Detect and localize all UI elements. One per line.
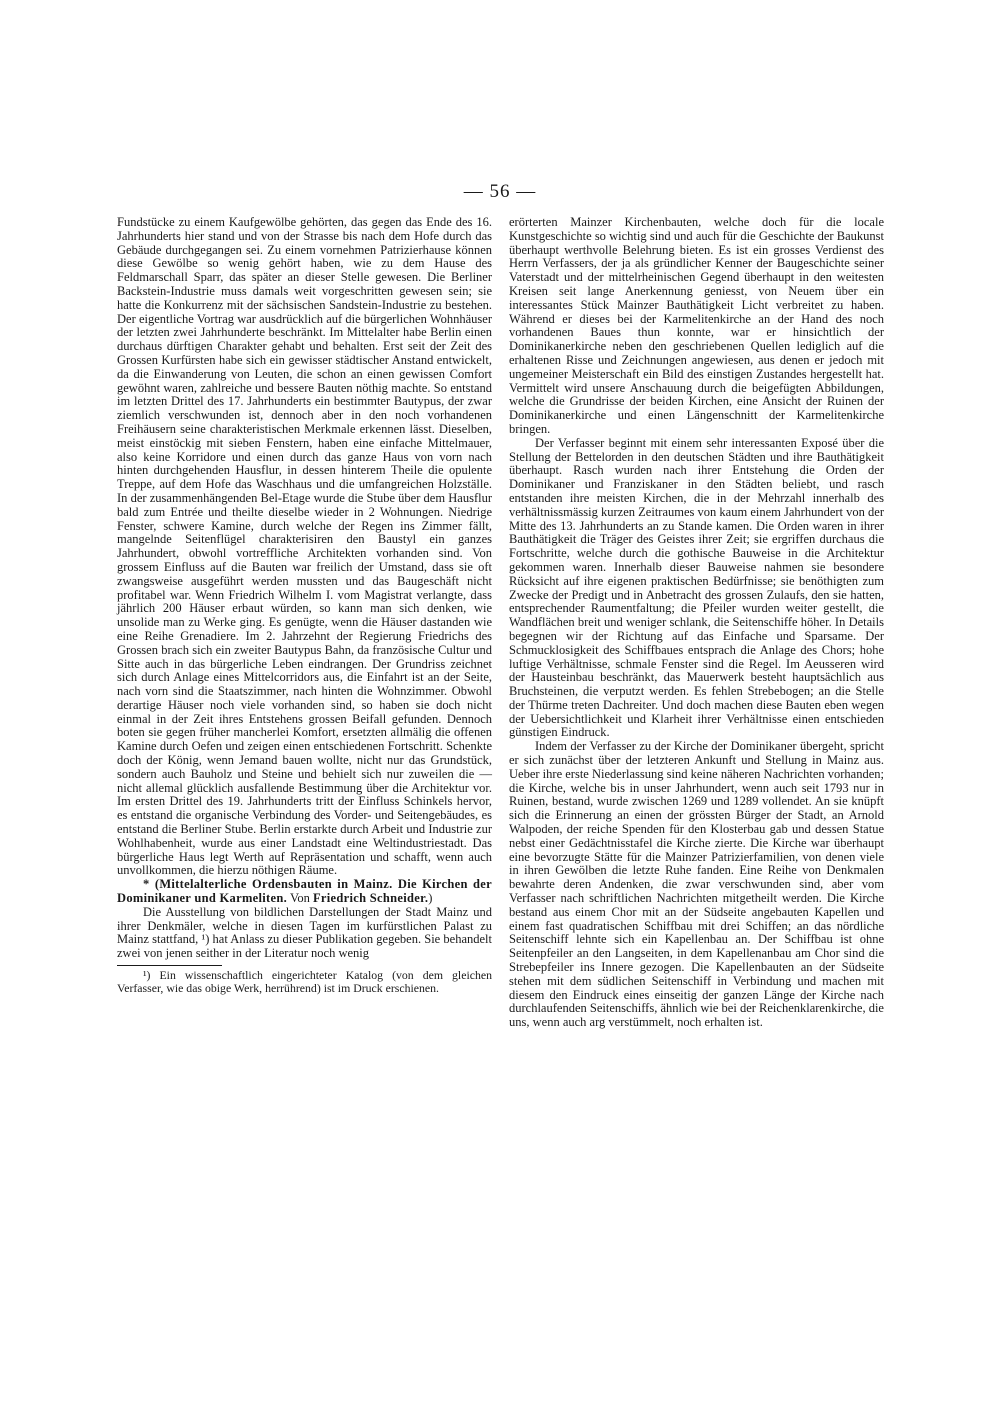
page-number: — 56 — [463, 181, 537, 202]
section-heading-title: * (Mittelalterliche Ordensbauten in Mainz. Die Kirchen der Dominikaner und Karmeliten. [117, 877, 492, 906]
section-heading [117, 878, 492, 906]
footnote-divider [117, 965, 222, 966]
left-column [117, 216, 492, 995]
right-paragraph-1: erörterten Mainzer Kirchenbauten, welche doch für die locale Kunstgeschichte so wichtig sind und auch für die Geschichte der Baukunst überhaupt werthvolle Belehrung bieten. Es ist ein grosses Verdienst des Herrn Verfassers, der ja als gründlicher Kenner der Baugeschichte seiner Vaterstadt und der mittelrheinischen Gegend überhaupt in den weitesten Kreisen seit lange Anerkennung geniesst, von Neuem über ein interessantes Stück Mainzer Bauthätigkeit Licht verbreitet zu haben. Während er dieses bei der Karmelitenkirche an der Hand des noch vorhandenen Baues thun konnte, war er hinsichtlich der Dominikanerkirche neben den geschriebenen Quellen lediglich auf die erhaltenen Risse und Zeichnungen angewiesen, aus denen er jedoch mit ungemeiner Meisterschaft ein Bild des einstigen Zustandes hergestellt hat. Vermittelt wird unsere Anschauung durch die beigefügten Abbildungen, welche die Grundrisse der beiden Kirchen, eine Ansicht der Ruinen der Dominikanerkirche und einen Längenschnitt der Karmelitenkirche bringen. [509, 215, 884, 436]
right-paragraph-2: Der Verfasser beginnt mit einem sehr interessanten Exposé über die Stellung der Bettelorden in den deutschen Städten und ihre Bauthätigkeit überhaupt. Rasch wurden nach ihrer Entstehung die Orden der Dominikaner und Franziskaner in den Städten beliebt, und rasch entstanden ihre meisten Kirchen, die in der Mehrzahl innerhalb des verhältnissmässig kurzen Zeitraumes von kaum einem Jahrhundert von der Mitte des 13. Jahrhunderts an zu Stande kamen. Die Orden waren in ihrer Bauthätigkeit die Träger des Geistes ihrer Zeit; sie ergriffen durchaus die Fortschritte, welche durch die gothische Bauweise in die Architektur gekommen waren. Innerhalb dieser Bauweise nahmen sie besondere Rücksicht auf ihre eigenen praktischen Bedürfnisse; sie benöthigten zum Zwecke der Predigt und in Anbetracht des grossen Zulaufs, den sie hatten, entsprechender Raumentfaltung; die Pfeiler wurden weiter gestellt, die Wandflächen breit und weniger schlank, die Seitenschiffe höher. In Details begegnen wir der Richtung auf das Einfache und Sparsame. Der Schmucklosigkeit des Schiffbaues entsprach die Anlage des Chors; hohe luftige Verhältnisse, schmale Fenster sind die Regel. Im Aeusseren wird der Hausteinbau beschränkt, das Mauerwerk besteht hauptsächlich aus Bruchsteinen, die verputzt werden. Es fehlen Strebebogen; an die Stelle der Thürme treten Dachreiter. Und doch machen diese Bauten eben wegen der Uebersichtlichkeit und Klarheit ihrer Verhältnisse einen entschieden günstigen Eindruck. [509, 435, 884, 740]
left-paragraph-2: Die Ausstellung von bildlichen Darstellungen der Stadt Mainz und ihrer Denkmäler, welche in diesen Tagen im kurfürstlichen Palast zu Mainz stattfand, ¹) hat Anlass zu dieser Publikation gegeben. Sie behandelt zwei von jenen seither in der Literatur noch wenig [117, 904, 492, 961]
section-heading-end: ) [428, 891, 433, 906]
section-heading-by: Von [287, 891, 313, 906]
left-paragraph-1: Fundstücke zu einem Kaufgewölbe gehörten, das gegen das Ende des 16. Jahrhunderts hier stand und von der Strasse bis nach dem Hofe durch das Gebäude durchgegangen sei. Zu einem vornehmen Patrizierhause können diese Gewölbe so wenig gehört haben, wie zu dem Hause des Feldmarschall Sparr, das später an dieser Stelle gewesen. Die Berliner Backstein-Industrie muss damals weit vorgeschritten gewesen sein; sie hatte die Konkurrenz mit der sächsischen Sandstein-Industrie zu bestehen. Der eigentliche Vortrag war ausdrücklich auf die bürgerlichen Wohnhäuser der letzten zwei Jahrhunderte beschränkt. Im Mittelalter habe Berlin einen durchaus dürftigen Charakter gehabt und behalten. Erst seit der Zeit des Grossen Kurfürsten habe sich ein gewisser städtischer Anstand entwickelt, da die Einwanderung von Leuten, die schon an einen gewissen Comfort gewöhnt waren, zahlreiche und bessere Bauten nöthig machte. So entstand im letzten Drittel des 17. Jahrhunderts ein bestimmter Bautypus, der zwar ziemlich verschwunden ist, dennoch aber in den noch vorhandenen Freihäusern seine charakteristischen Merkmale erkennen lässt. Dieselben, meist einstöckig mit sieben Fenstern, haben eine einfache Mittelmauer, also keine Korridore und einen durch das ganze Haus von vorn nach hinten durchgehenden Hausflur, in dessen hinterem Theile die opulente Treppe, auf dem Hofe das Waschhaus und die umfangreichen Holzställe. In der zusammenhängenden Bel-Etage wurde die Stube über dem Hausflur bald zum Entrée und theilte dieselbe wieder in 2 Wohnungen. Niedrige Fenster, schwere Kamine, durch welche der Regen ins Zimmer fällt, mangelnde Seitenflügel charakterisiren den Baustyl ein ganzes Jahrhundert, obwohl vortreffliche Architekten vorhanden sind. Von grossem Einfluss auf die Bauten war freilich der Umstand, dass sie oft zwangsweise ausgeführt werden mussten und das Baugeschäft nicht profitabel war. Wenn Friedrich Wilhelm I. vom Magistrat verlangte, dass jährlich 200 Häuser erbaut würden, so kann man sich denken, wie unsolide man zu Werke ging. Es genügte, wenn die Häuser dastanden wie eine Reihe Grenadiere. Im 2. Jahrzehnt der Regierung Friedrichs des Grossen brach sich ein zweiter Bautypus Bahn, da französische Cultur und Sitte auch in das bürgerliche Leben eindrangen. Der Grundriss zeichnet sich durch Anlage eines Mittelcorridors aus, die Einfahrt ist an der Seite, nach vorn sind die Staatszimmer, nach hinten die Wohnzimmer. Obwohl derartige Häuser noch viele vorhanden sind, so haben sie doch nicht einmal in der Zeit ihres Entstehens grossen Beifall gefunden. Dennoch boten sie gegen früher mancherlei Komfort, ersetzten allmälig die offenen Kamine durch Oefen und zeigen einen entschiedenen Fortschritt. Schenkte doch der König, wenn Jemand bauen wollte, nicht nur das Grundstück, sondern auch Bauholz und Steine und behielt sich nur zuweilen die — nicht allemal glücklich ausfallende Bestimmung über die Architektur vor. Im ersten Drittel des 19. Jahrhunderts tritt der Einfluss Schinkels hervor, es entstand die organische Verbindung des Vorder- und Seitengebäudes, es entstand die Berliner Stube. Berlin erstarkte durch Arbeit und Industrie zur Wohlhabenheit, wurde aus einer Landstadt eine Weltindustriestadt. Das bürgerliche Haus legt Werth auf Repräsentation und schafft, wenn auch unvollkommen, die hierzu nöthigen Räume. [117, 215, 492, 878]
right-column [509, 216, 884, 1030]
footnote: ¹) Ein wissenschaftlich eingerichteter Katalog (von dem gleichen Verfasser, wie das obige Werk, herrührend) ist im Druck erschienen. [117, 968, 492, 996]
section-heading-author: Friedrich Schneider. [313, 891, 429, 906]
right-paragraph-3: Indem der Verfasser zu der Kirche der Dominikaner übergeht, spricht er sich zunächst über der letzteren Ankunft und Stellung in Mainz aus. Ueber ihre erste Niederlassung sind keine näheren Nachrichten vorhanden; die Kirche, welche bis in unser Jahrhundert, wenn auch seit 1793 nur in Ruinen, bestand, wurde zwischen 1269 und 1289 vollendet. An sie knüpft sich die Erinnerung an einen der grössten Bürger der Stadt, an Arnold Walpoden, der reiche Spenden für den Klosterbau gab und dessen Statue nebst einer Gedächtnisstafel die Kirche zierte. Die Kirche war überhaupt eine bevorzugte Stätte für die Mainzer Patrizierfamilien, von denen viele in ihren Gewölben die letzte Ruhe fanden. Eine Reihe von Denkmalen bewahrte deren Andenken, die zwar verschwunden sind, aber vom Verfasser nach schriftlichen Nachrichten mitgetheilt werden. Die Kirche bestand aus einem Chor mit an der Südseite angebauten Kapellen und einem fast quadratischen Schiffbau mit drei Schiffen; an das nördliche Seitenschiff lehnte sich ein Kapellenbau an. Der Schiffbau ist ohne Seitenpfeiler an den Langseiten, in dem Kapellenanbau am Chor sind die Strebepfeiler ins Innere gezogen. Die Kapellenbauten an der Südseite stehen mit dem südlichen Seitenschiff in Verbindung und machen mit diesem den Eindruck eines einseitig der ganzen Länge der Kirche nach durchlaufenden Seitenschiffs, ähnlich wie bei der Reichenklarenkirche, die uns, wenn auch arg verstümmelt, noch erhalten ist. [509, 739, 884, 1030]
